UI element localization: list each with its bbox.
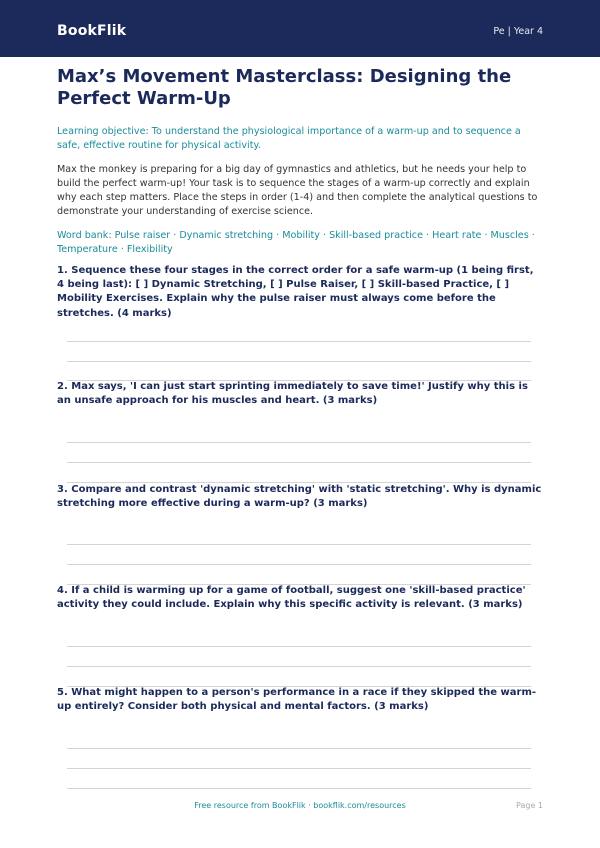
- answer-line[interactable]: [67, 544, 531, 545]
- answer-line[interactable]: [67, 788, 531, 789]
- question-4: 4. If a child is warming up for a game of football, suggest one 'skill-based practice' activity they could include. Explain why this specific activity is relevant. (3 marks): [57, 585, 526, 611]
- page-header: [0, 0, 600, 57]
- answer-line[interactable]: [67, 768, 531, 769]
- answer-line[interactable]: [67, 361, 531, 362]
- question-2: 2. Max says, 'I can just start sprinting immediately to save time!' Justify why this is an unsafe approach for his muscles and heart. (3 marks): [57, 381, 528, 407]
- page-title: Max’s Movement Masterclass: Designing the Perfect Warm-Up: [57, 66, 512, 109]
- page-number: Page 1: [516, 801, 543, 810]
- answer-line[interactable]: [67, 564, 531, 565]
- worksheet-intro: [57, 66, 543, 257]
- answer-line[interactable]: [67, 341, 531, 342]
- answer-line[interactable]: [67, 646, 531, 647]
- question-1: 1. Sequence these four stages in the correct order for a safe warm-up (1 being first, 4 being last): [ ] Dynamic Stretching, [ ] Pulse Raiser, [ ] Skill-based Practice, [ ] Mobility Exercises. Explain why the pulse raiser must always come before the stretches. (4 marks): [57, 265, 534, 319]
- answer-line[interactable]: [67, 748, 531, 749]
- subject-year-label: Pe | Year 4: [493, 26, 543, 37]
- word-bank: Word bank: Pulse raiser · Dynamic stretching · Mobility · Skill-based practice · Heart rate · Muscles · Temperature · Flexibility: [57, 230, 535, 255]
- brand-logo: BookFlik: [57, 23, 127, 39]
- intro-paragraph: Max the monkey is preparing for a big day of gymnastics and athletics, but he needs your help to build the perfect warm-up! Your task is to sequence the stages of a warm-up correctly and explain why each step matters. Place the steps in order (1-4) and then complete the analytical questions to demonstrate your understanding of exercise science.: [57, 164, 538, 217]
- answer-line[interactable]: [67, 442, 531, 443]
- question-5: 5. What might happen to a person's performance in a race if they skipped the warm-up entirely? Consider both physical and mental factors. (3 marks): [57, 687, 537, 713]
- answer-line[interactable]: [67, 462, 531, 463]
- answer-line[interactable]: [67, 666, 531, 667]
- footer-credit[interactable]: Free resource from BookFlik · bookflik.com/resources: [194, 801, 406, 810]
- question-3: 3. Compare and contrast 'dynamic stretching' with 'static stretching'. Why is dynamic stretching more effective during a warm-up? (3 marks): [57, 484, 542, 510]
- learning-objective: Learning objective: To understand the physiological importance of a warm-up and to sequence a safe, effective routine for physical activity.: [57, 126, 521, 151]
